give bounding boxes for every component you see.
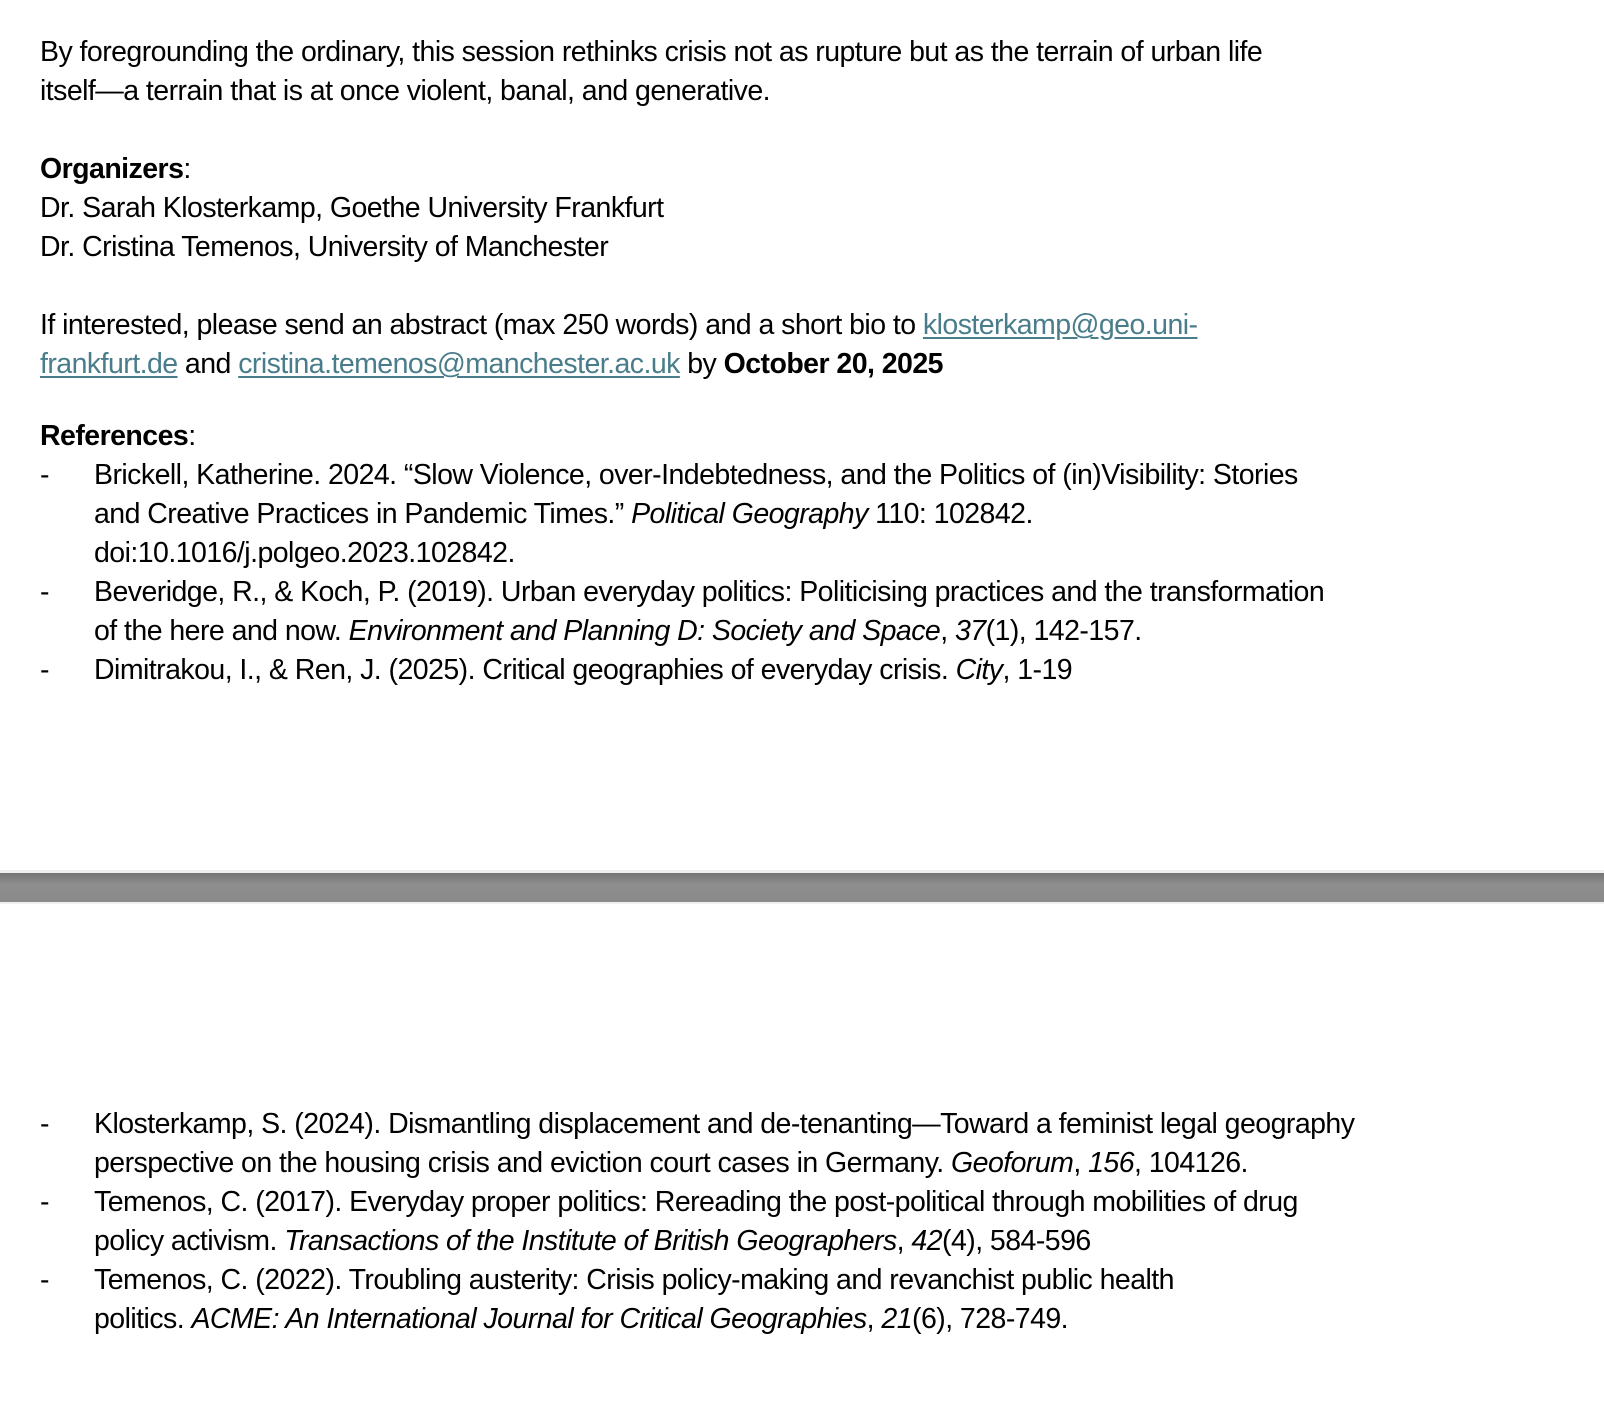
organizer-1: Dr. Sarah Klosterkamp, Goethe University Frankfurt [40,192,664,224]
organizers-heading-colon: : [183,153,191,185]
call-by: by [679,348,724,380]
reference-text: , [1073,1147,1089,1179]
references-heading-label: References [40,420,189,452]
call-line-2 [40,345,1570,384]
intro-line-2: itself—a terrain that is at once violent, banal, and generative. [40,75,771,107]
call-and: and [177,348,239,380]
reference-text: 110: 102842. [867,498,1033,530]
intro-line-1: By foregrounding the ordinary, this session rethinks crisis not as rupture but as the terrain of urban life [40,36,1263,68]
reference-line: Temenos, C. (2017). Everyday proper politics: Rereading the post-political through mobilities of drug [94,1186,1298,1218]
reference-line [94,1144,1354,1183]
organizers-heading [40,150,1570,189]
reference-text: (4), 584-596 [942,1225,1091,1257]
reference-text: and Creative Practices in Pandemic Times.” [94,498,632,530]
bullet-dash: - [40,1264,49,1296]
reference-doi: doi:10.1016/j.polgeo.2023.102842. [94,537,515,569]
reference-line [94,495,1298,534]
reference-text: (1), 142-157. [985,615,1142,647]
bullet-dash: - [40,1186,49,1218]
bullet-dash: - [40,1108,49,1140]
organizer-2: Dr. Cristina Temenos, University of Manchester [40,231,609,263]
reference-text: policy activism. [94,1225,285,1257]
call-line-1 [40,306,1570,345]
reference-line: Temenos, C. (2022). Troubling austerity: Crisis policy-making and revanchist public health [94,1264,1174,1296]
journal-title: Transactions of the Institute of British Geographers [284,1225,897,1257]
reference-line [94,651,1072,690]
journal-title: Political Geography [631,498,868,530]
intro-paragraph [40,33,1570,111]
journal-volume: 37 [954,615,986,647]
reference-text: , [866,1303,882,1335]
call-text: If interested, please send an abstract (max 250 words) and a short bio to [40,309,923,341]
journal-title: Geoforum [951,1147,1074,1179]
journal-title: City [955,654,1003,686]
call-for-abstracts [40,306,1570,384]
bullet-dash: - [40,654,49,686]
email-link-klosterkamp-continued[interactable] [40,348,178,380]
references-heading [40,417,1570,456]
email-link-klosterkamp[interactable] [923,309,1198,341]
reference-line: Beveridge, R., & Koch, P. (2019). Urban everyday politics: Politicising practices and the transformation [94,576,1325,608]
page-break-separator [0,873,1604,902]
email-link-temenos[interactable]: cristina.temenos@manchester.ac.uk [238,348,680,380]
reference-line [94,612,1324,651]
reference-text: , 1-19 [1002,654,1073,686]
reference-text: (6), 728-749. [912,1303,1069,1335]
bullet-dash: - [40,576,49,608]
organizers-heading-label: Organizers [40,153,184,185]
deadline-date: October 20, 2025 [723,348,943,380]
journal-volume: 42 [911,1225,943,1257]
reference-text: of the here and now. [94,615,349,647]
email-link-klosterkamp-part1[interactable]: klosterkamp@geo.uni- [922,309,1198,341]
reference-text: politics. [94,1303,192,1335]
bullet-dash: - [40,459,49,491]
journal-volume: 21 [881,1303,913,1335]
journal-volume: 156 [1088,1147,1135,1179]
reference-text: Dimitrakou, I., & Ren, J. (2025). Critical geographies of everyday crisis. [94,654,956,686]
references-heading-colon: : [188,420,196,452]
reference-line [94,1222,1298,1261]
email-link-klosterkamp-part2[interactable]: frankfurt.de [40,348,178,380]
reference-line [94,1300,1174,1339]
journal-title: Environment and Planning D: Society and Space [348,615,941,647]
reference-line: Brickell, Katherine. 2024. “Slow Violence, over-Indebtedness, and the Politics of (in)Visibility: Stories [94,459,1298,491]
reference-text: perspective on the housing crisis and eviction court cases in Germany. [94,1147,952,1179]
reference-text: , [940,615,955,647]
reference-text: , 104126. [1134,1147,1248,1179]
reference-line: Klosterkamp, S. (2024). Dismantling displacement and de-tenanting—Toward a feminist legal geography [94,1108,1355,1140]
reference-text: , [896,1225,912,1257]
journal-title: ACME: An International Journal for Critical Geographies [191,1303,867,1335]
